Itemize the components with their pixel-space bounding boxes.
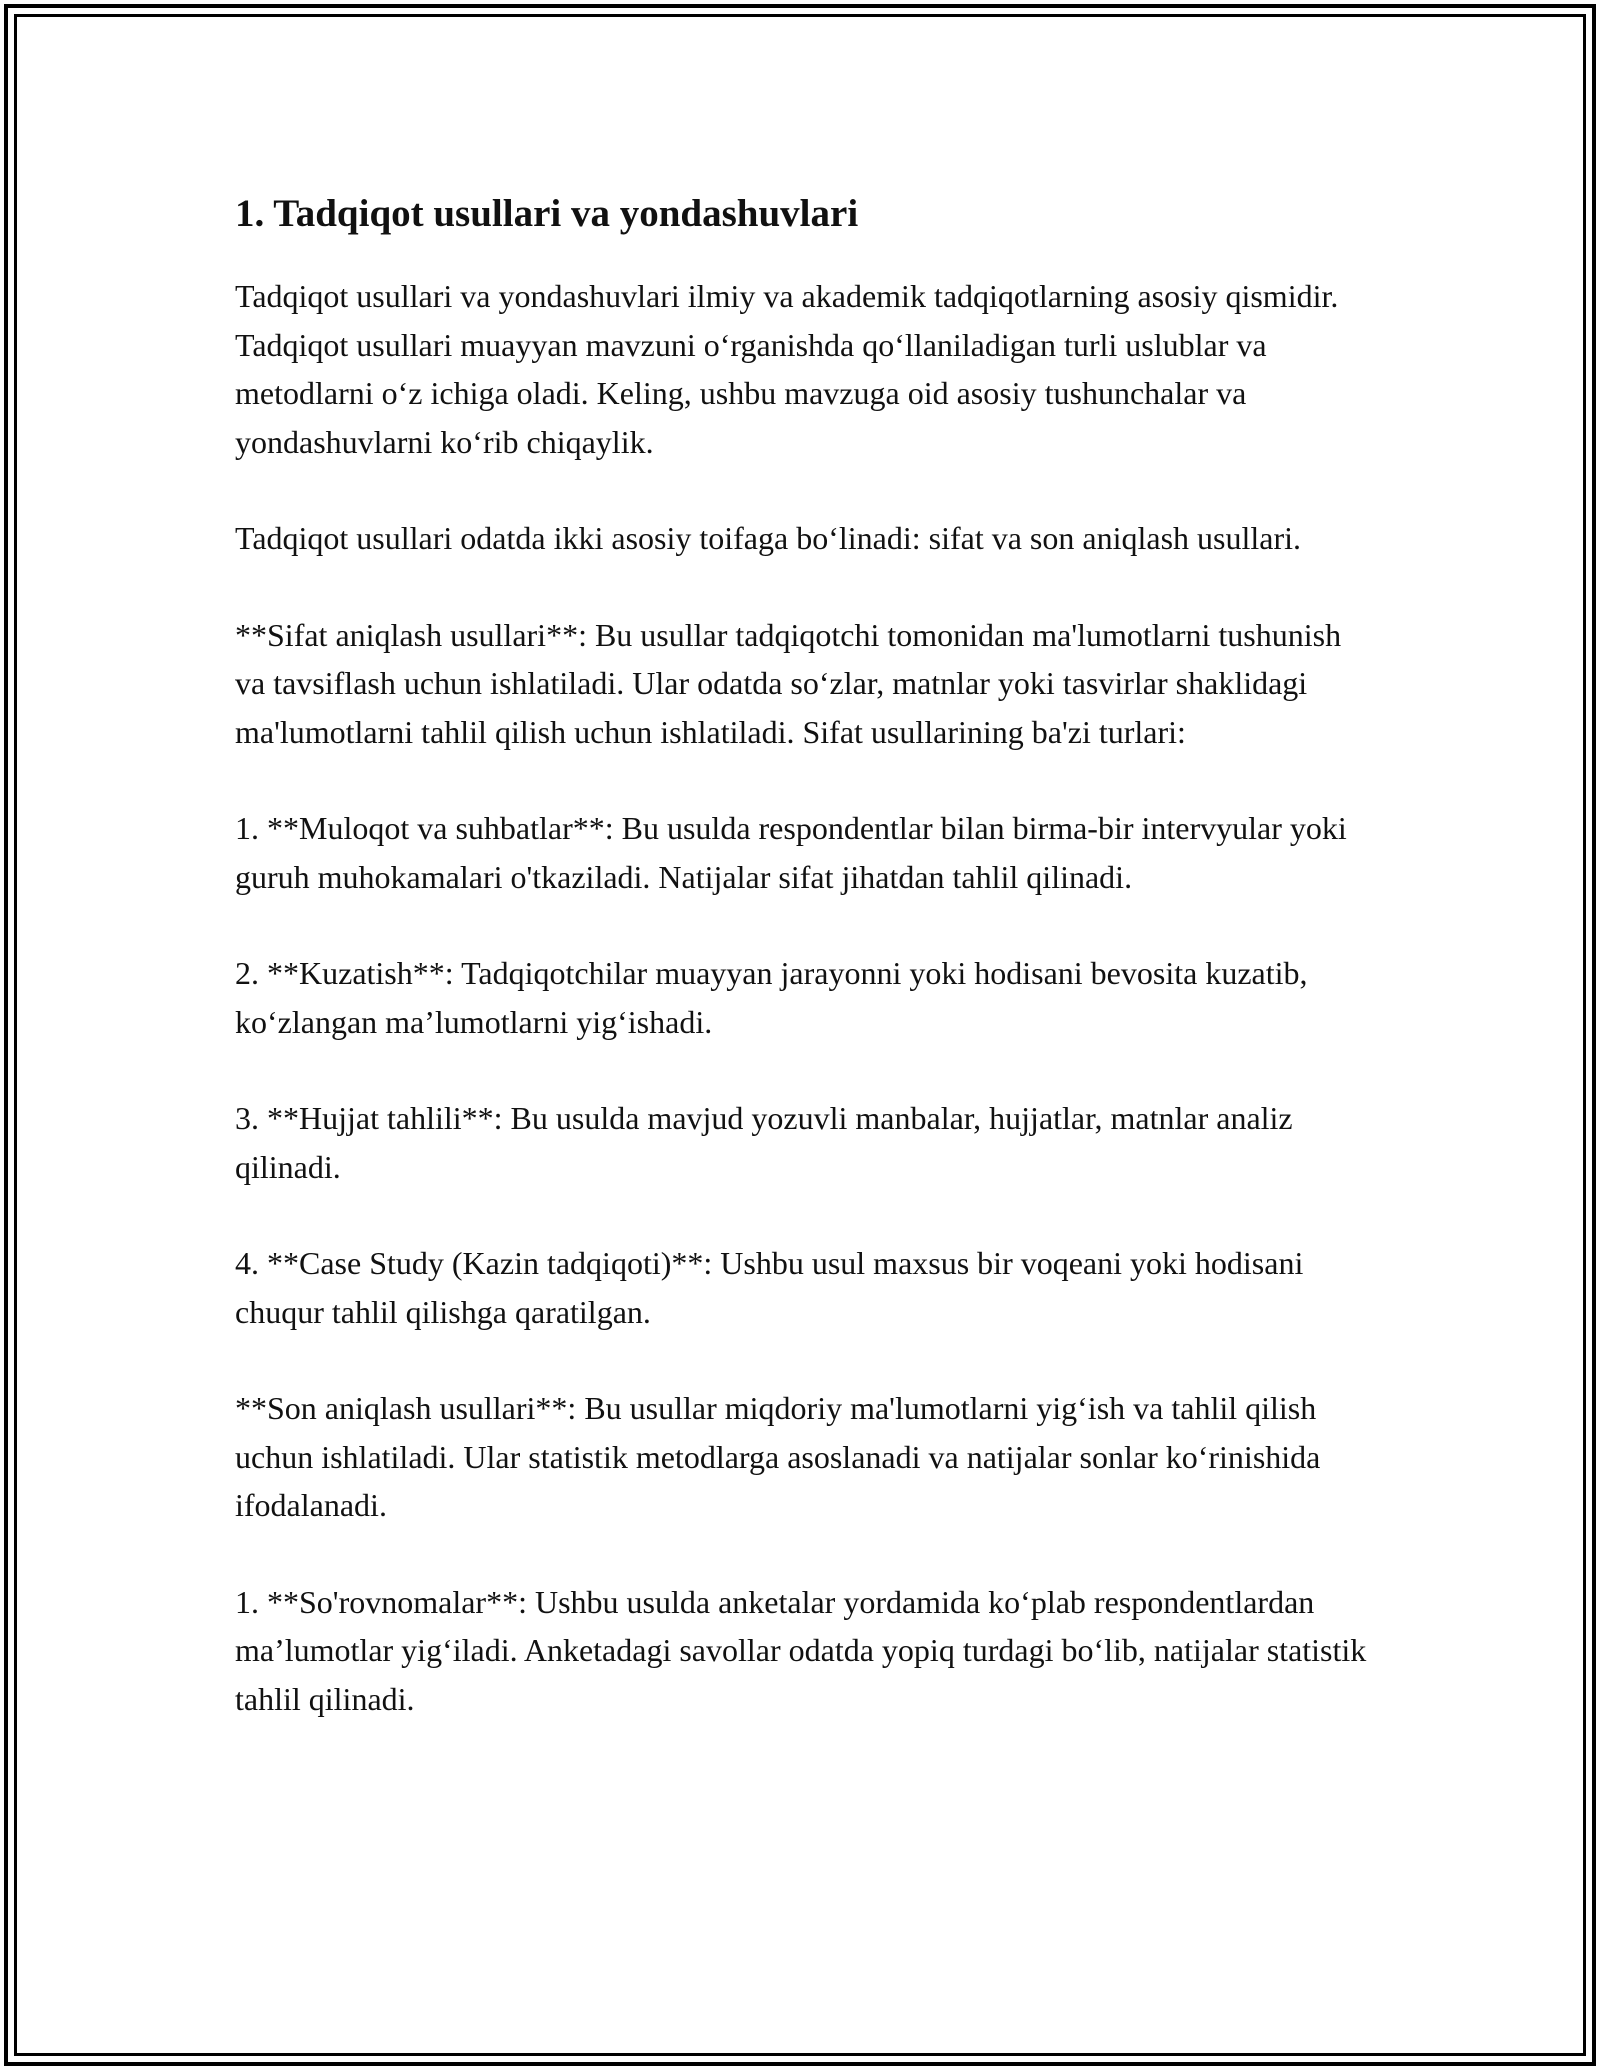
section-heading: 1. Tadqiqot usullari va yondashuvlari [235, 192, 859, 235]
list-item-interviews: 1. **Muloqot va suhbatlar**: Bu usulda respondentlar bilan birma-bir intervyular yoki guruh muhokamalari o'tkaziladi. Natijalar sifat jihatdan tahlil qilinadi. [235, 810, 1347, 895]
list-item-document-analysis: 3. **Hujjat tahlili**: Bu usulda mavjud yozuvli manbalar, hujjatlar, matnlar analiz qilinadi. [235, 1100, 1293, 1185]
paragraph-intro: Tadqiqot usullari va yondashuvlari ilmiy va akademik tadqiqotlarning asosiy qismidir. Tadqiqot usullari muayyan mavzuni o‘rganishda qo‘llaniladigan turli uslublar va metodlarni o‘z ichiga oladi. Keling, ushbu mavzuga oid asosiy tushunchalar va yondashuvlarni ko‘rib chiqaylik. [235, 278, 1339, 460]
list-item-observation: 2. **Kuzatish**: Tadqiqotchilar muayyan jarayonni yoki hodisani bevosita kuzatib, ko‘zlangan ma’lumotlarni yig‘ishadi. [235, 955, 1308, 1040]
list-item-surveys: 1. **So'rovnomalar**: Ushbu usulda anketalar yordamida ko‘plab respondentlardan ma’lumotlar yig‘iladi. Anketadagi savollar odatda yopiq turdagi bo‘lib, natijalar statistik tahlil qilinadi. [235, 1583, 1367, 1717]
paragraph-quantitative-methods: **Son aniqlash usullari**: Bu usullar miqdoriy ma'lumotlarni yig‘ish va tahlil qilish uchun ishlatiladi. Ular statistik metodlarga asoslanadi va natijalar sonlar ko‘rinishida ifodalanadi. [235, 1390, 1321, 1523]
document-body [235, 186, 1375, 1771]
paragraph-qualitative-methods: **Sifat aniqlash usullari**: Bu usullar tadqiqotchi tomonidan ma'lumotlarni tushunish va tavsiflash uchun ishlatiladi. Ular odatda so‘zlar, matnlar yoki tasvirlar shaklidagi ma'lumotlarni tahlil qilish uchun ishlatiladi. Sifat usullarining ba'zi turlari: [235, 616, 1342, 750]
paragraph-categories: Tadqiqot usullari odatda ikki asosiy toifaga bo‘linadi: sifat va son aniqlash usullari. [235, 520, 1301, 556]
list-item-case-study: 4. **Case Study (Kazin tadqiqoti)**: Ushbu usul maxsus bir voqeani yoki hodisani chuqur tahlil qilishga qaratilgan. [235, 1245, 1304, 1330]
